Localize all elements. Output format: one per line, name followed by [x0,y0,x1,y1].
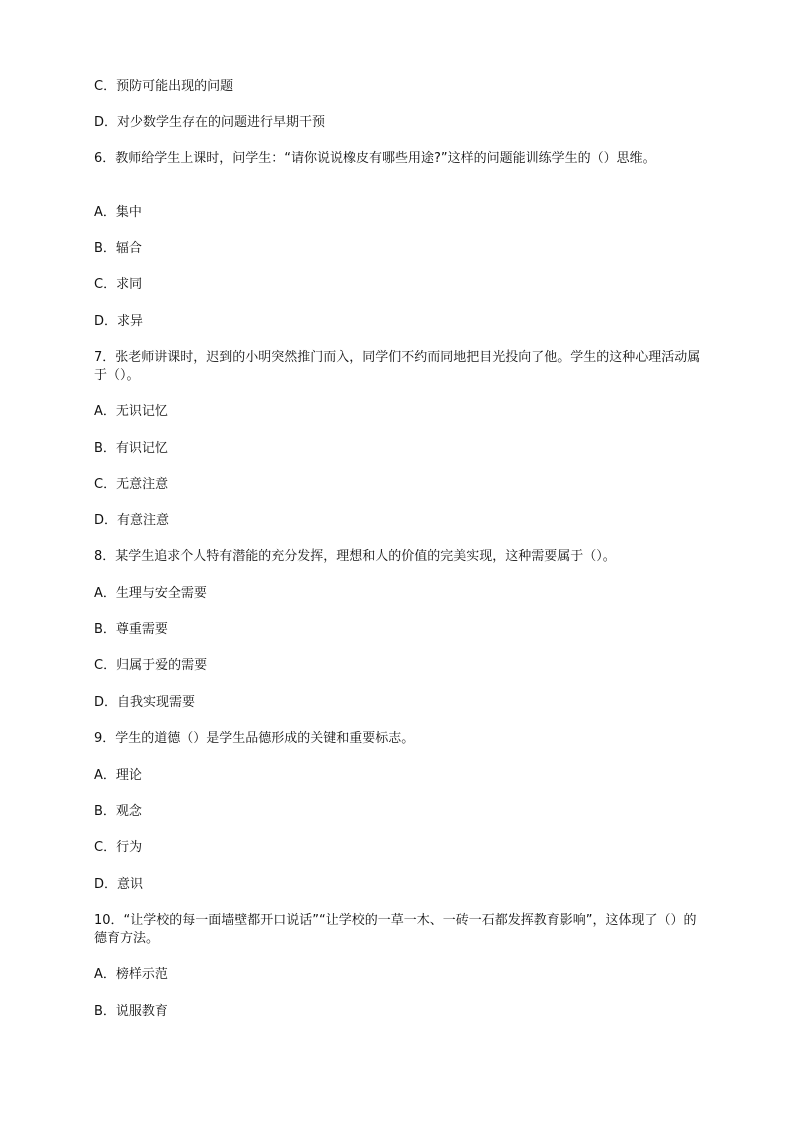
option-d-q7: D．有意注意 [94,513,170,528]
question-8: 8．某学生追求个人特有潜能的充分发挥，理想和人的价值的完美实现，这种需要属于（）。 [94,549,616,564]
option-a-q8: A．生理与安全需要 [94,586,207,601]
option-d-q5: D．对少数学生存在的问题进行早期干预 [94,115,326,130]
option-a-q9: A．理论 [94,768,142,783]
option-d-q6: D．求异 [94,314,144,329]
option-b-q10: B．说服教育 [94,1004,168,1019]
option-b-q7: B．有识记忆 [94,441,168,456]
option-a-q10: A．榜样示范 [94,967,168,982]
question-6: 6．教师给学生上课时，问学生：“请你说说橡皮有哪些用途?”这样的问题能训练学生的（）思维。 [94,151,656,166]
option-d-q9: D．意识 [94,877,144,892]
option-c-q8: C．归属于爱的需要 [94,658,208,673]
option-b-q9: B．观念 [94,804,142,819]
option-b-q6: B．辐合 [94,241,142,256]
question-7: 7．张老师讲课时，迟到的小明突然推门而入，同学们不约而同地把目光投向了他。学生的这种心理活动属于（）。 [94,350,701,383]
option-a-q6: A．集中 [94,205,142,220]
option-c-q9: C．行为 [94,840,143,855]
option-c-q7: C．无意注意 [94,477,169,492]
question-10: 10．“让学校的每一面墙壁都开口说话”“让学校的一草一木、一砖一石都发挥教育影响”，这体现了（）的德育方法。 [94,913,697,946]
option-d-q8: D．自我实现需要 [94,695,196,710]
option-b-q8: B．尊重需要 [94,622,168,637]
option-a-q7: A．无识记忆 [94,404,168,419]
option-c-q6: C．求同 [94,277,143,292]
option-c-q5: C．预防可能出现的问题 [94,79,234,94]
question-9: 9．学生的道德（）是学生品德形成的关键和重要标志。 [94,731,415,746]
